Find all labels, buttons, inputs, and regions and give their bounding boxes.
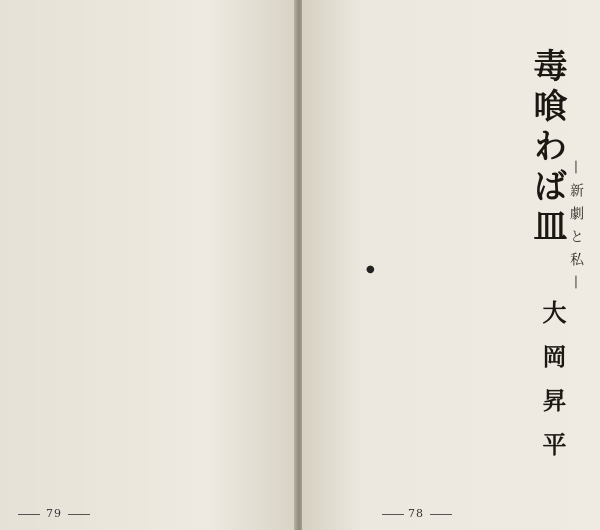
folio-rule-left	[18, 514, 40, 515]
left-body-lower	[4, 262, 286, 502]
page-number-79: 79	[46, 507, 62, 520]
intro-text	[306, 8, 502, 258]
left-body-upper	[4, 4, 286, 254]
article-author: 大岡昇平	[538, 300, 567, 476]
right-page	[302, 0, 600, 530]
folio-rule-right	[382, 514, 404, 515]
folio-rule-right-2	[430, 514, 452, 515]
body-text	[306, 280, 544, 502]
left-page	[0, 0, 296, 530]
folio-rule-left-2	[68, 514, 90, 515]
section-bullet: ●	[366, 264, 375, 275]
article-subtitle: —新劇と私—	[568, 160, 584, 298]
article-title: 毒喰わば皿	[527, 48, 567, 248]
page-number-78: 78	[408, 507, 424, 520]
